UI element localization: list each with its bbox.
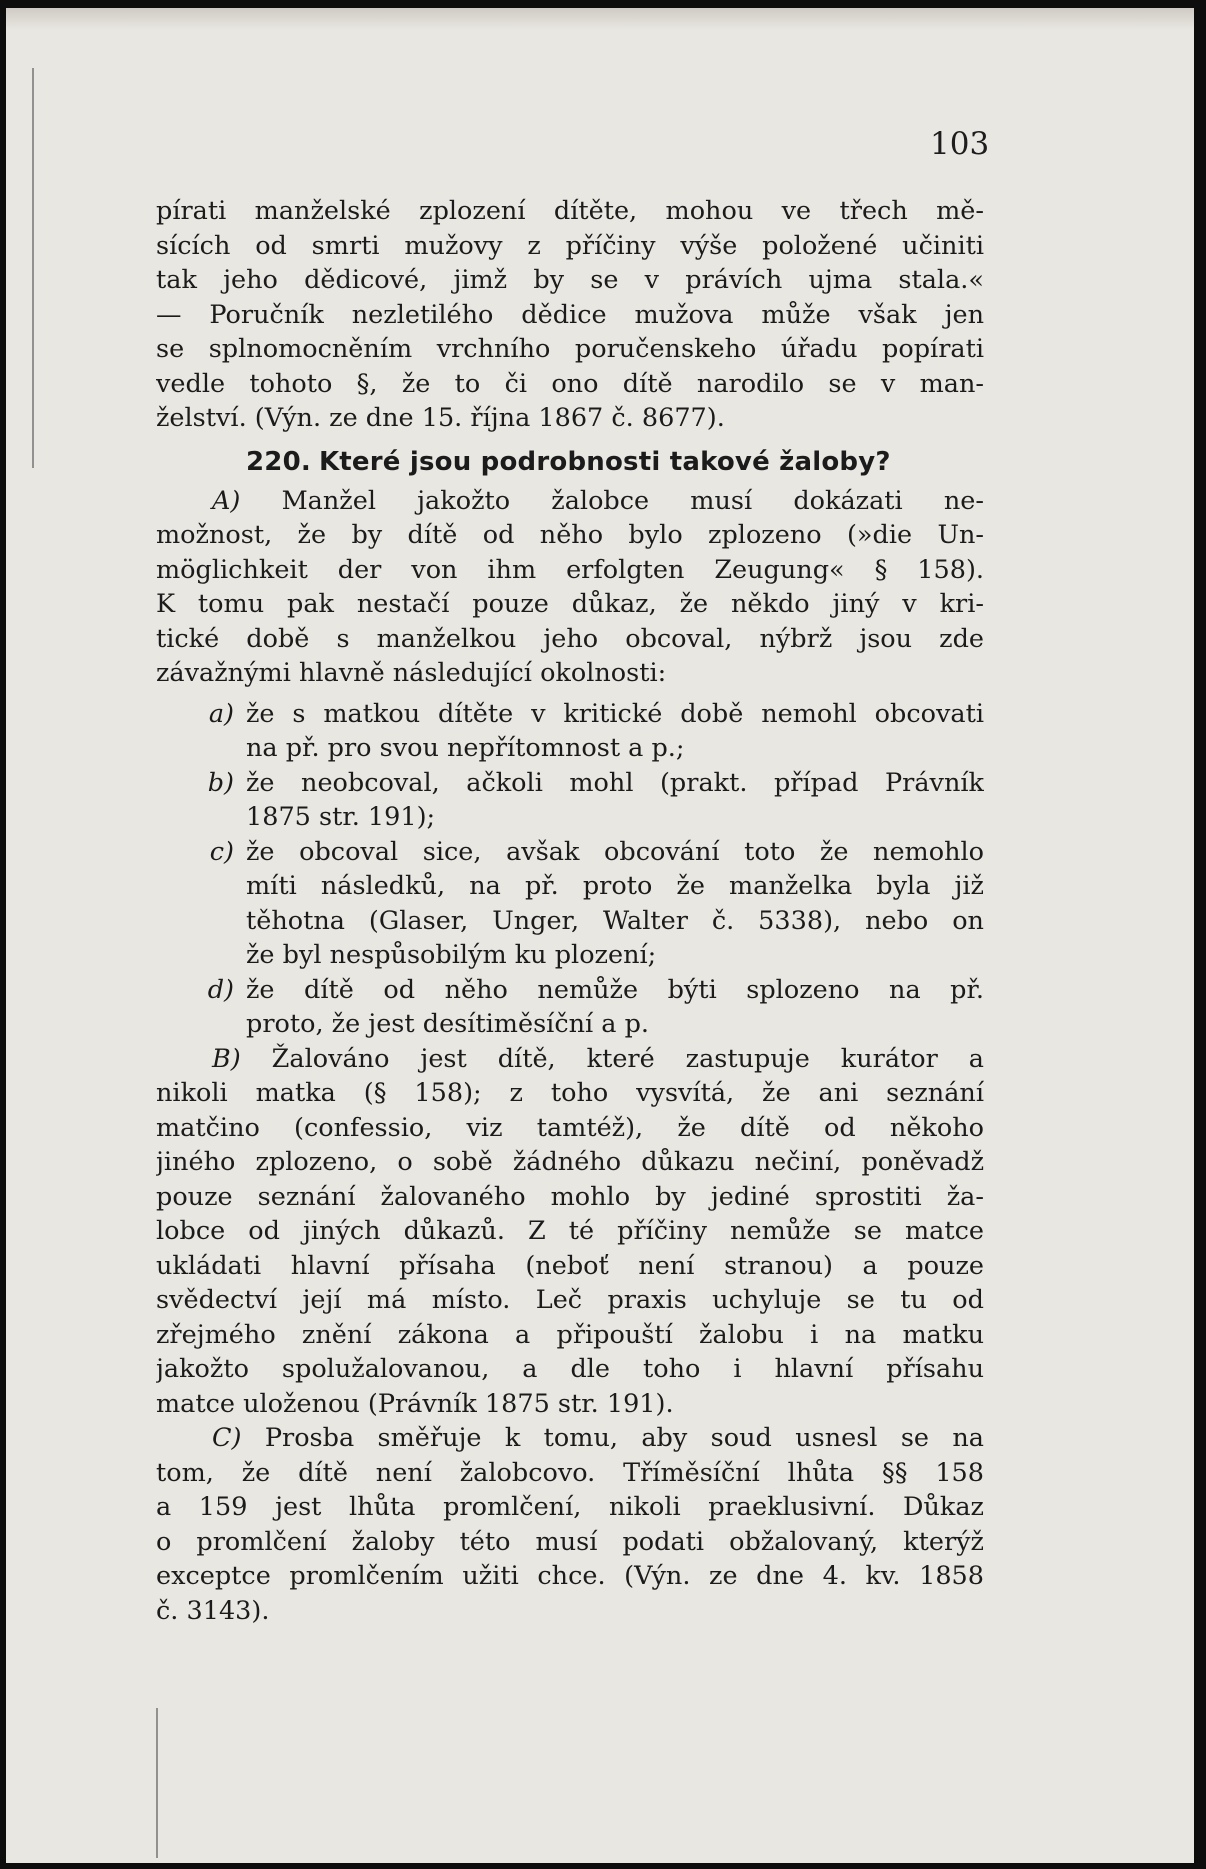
section-heading <box>156 440 984 484</box>
section-c-label: C) <box>212 1423 242 1453</box>
section-c-line: exceptce promlčením užiti chce. (Výn. ze dne 4. kv. 1858 <box>156 1561 984 1591</box>
section-a-line: závažnými hlavně následující okolnosti: <box>156 658 667 688</box>
section-b-line: matce uloženou (Právník 1875 str. 191). <box>156 1388 674 1419</box>
intro-line: pírati manželské zplození dítěte, mohou ve třech mě- <box>156 196 984 226</box>
list-item-text: na př. pro svou nepřítomnost a p.; <box>246 733 685 763</box>
list-item-letter: d) <box>207 974 234 1005</box>
list-item-text: že dítě od něho nemůže býti splozeno na př. <box>246 974 984 1005</box>
margin-line-bottom <box>156 1708 158 1858</box>
section-b-line: pouze seznání žalovaného mohlo by jediné sprostiti ža- <box>156 1181 984 1212</box>
intro-line: sících od smrti mužovy z příčiny výše položené učiniti <box>156 230 984 261</box>
section-b-line: matčino (confessio, viz tamtéž), že dítě od někoho <box>156 1112 984 1143</box>
list-item-line <box>156 766 984 801</box>
section-b-line: Žalováno jest dítě, které zastupuje kurátor a <box>271 1043 984 1074</box>
list-item-c <box>156 835 984 973</box>
list-item-line <box>156 697 984 732</box>
section-b-line: lobce od jiných důkazů. Z té příčiny nemůže se matce <box>156 1216 984 1246</box>
section-a-line: možnost, že by dítě od něho bylo zplozeno (»die Un- <box>156 520 984 550</box>
list-item-letter: c) <box>209 836 234 867</box>
list-item-text: proto, že jest desítiměsíční a p. <box>246 1009 650 1039</box>
list-item-d <box>156 973 984 1042</box>
list-item-b <box>156 766 984 835</box>
intro-line: vedle tohoto §, že to či ono dítě narodilo se v man- <box>156 368 984 399</box>
intro-line: želství. (Výn. ze dne 15. října 1867 č. 8677). <box>156 403 725 433</box>
list-item-text: že s matkou dítěte v kritické době nemohl obcovati <box>246 698 984 729</box>
section-b <box>156 1042 984 1422</box>
margin-line-top <box>32 68 34 468</box>
heading-number: 220. <box>246 446 311 477</box>
page-number: 103 <box>930 126 990 162</box>
section-c <box>156 1421 984 1628</box>
list-item-text: míti následků, na př. proto že manželka byla již <box>246 871 984 901</box>
list-item-text: že neobcoval, ačkoli mohl (prakt. případ Právník <box>246 767 984 798</box>
section-c-first-line <box>156 1421 984 1456</box>
list-item-line <box>156 973 984 1008</box>
section-a <box>156 484 984 691</box>
section-a-line: K tomu pak nestačí pouze důkaz, že někdo jiný v kri- <box>156 589 984 619</box>
section-b-line: svědectví její má místo. Leč praxis uchyluje se tu od <box>156 1285 984 1315</box>
list-item-text: těhotna (Glaser, Unger, Walter č. 5338), nebo on <box>246 905 984 936</box>
list-item-letter: b) <box>207 767 234 798</box>
text-block <box>156 194 984 1628</box>
section-a-first-line <box>156 484 984 519</box>
section-a-label: A) <box>212 485 241 516</box>
section-b-first-line <box>156 1042 984 1077</box>
scanned-page <box>6 8 1194 1863</box>
section-c-line: a 159 jest lhůta promlčení, nikoli praeklusivní. Důkaz <box>156 1492 984 1522</box>
heading-text: Které jsou podrobnosti takové žaloby? <box>318 446 891 477</box>
list-item-text: 1875 str. 191); <box>246 802 436 832</box>
list-item-letter: a) <box>208 698 234 729</box>
section-c-line: tom, že dítě není žalobcovo. Tříměsíční lhůta §§ 158 <box>156 1457 984 1488</box>
section-b-line: jakožto spolužalovanou, a dle toho i hlavní přísahu <box>156 1354 984 1384</box>
intro-paragraph <box>156 194 984 436</box>
section-b-line: zřejmého znění zákona a připouští žalobu i na matku <box>156 1319 984 1350</box>
intro-line: tak jeho dědicové, jimž by se v právích ujma stala.« <box>156 265 984 295</box>
intro-line: — Poručník nezletilého dědice mužova může však jen <box>156 299 984 330</box>
intro-line: se splnomocněním vrchního poručenskeho úřadu popírati <box>156 334 984 364</box>
list-item-a <box>156 697 984 766</box>
list-item-text: že obcoval sice, avšak obcování toto že nemohlo <box>246 836 984 867</box>
section-b-line: ukládati hlavní přísaha (neboť není stranou) a pouze <box>156 1250 984 1281</box>
section-a-line: Manžel jakožto žalobce musí dokázati ne- <box>281 485 984 516</box>
list-item-line <box>156 835 984 870</box>
section-c-line: o promlčení žaloby této musí podati obžalovaný, kterýž <box>156 1526 984 1557</box>
section-b-line: nikoli matka (§ 158); z toho vysvítá, že ani seznání <box>156 1078 984 1108</box>
section-b-line: jiného zplozeno, o sobě žádného důkazu nečiní, poněvadž <box>156 1147 984 1177</box>
section-a-line: tické době s manželkou jeho obcoval, nýbrž jsou zde <box>156 623 984 654</box>
section-a-line: möglichkeit der von ihm erfolgten Zeugung« § 158). <box>156 554 984 585</box>
section-c-line: č. 3143). <box>156 1595 270 1626</box>
page-top-shadow <box>6 8 1194 30</box>
section-b-label: B) <box>212 1043 241 1074</box>
section-c-line: Prosba směřuje k tomu, aby soud usnesl se na <box>264 1423 984 1453</box>
list-item-text: že byl nespůsobilým ku plození; <box>246 940 657 970</box>
